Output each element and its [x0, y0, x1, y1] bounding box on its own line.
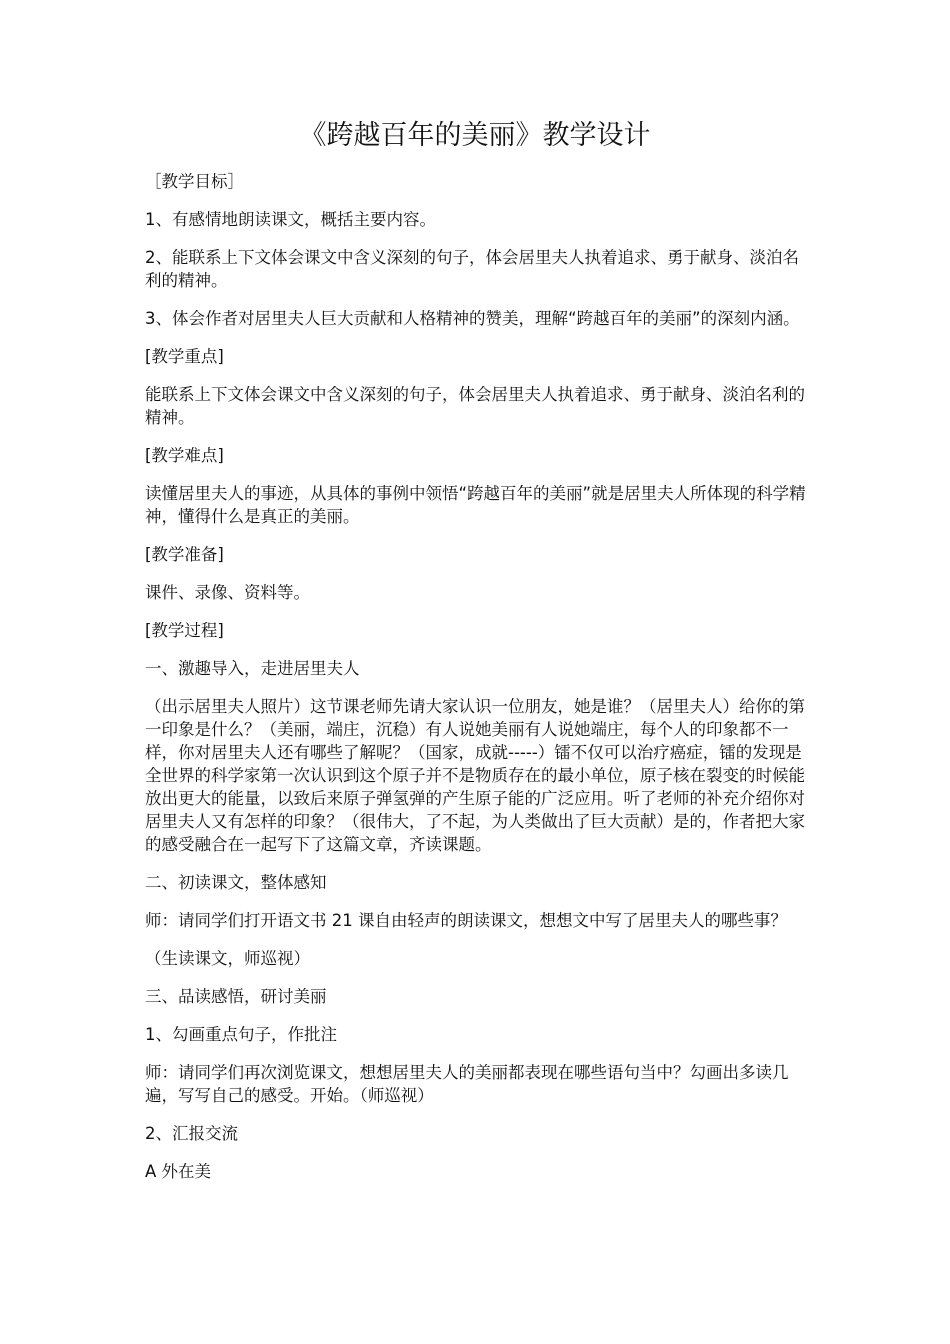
- document-title: 《跨越百年的美丽》教学设计: [299, 120, 651, 151]
- section-heading-objectives: ［教学目标］: [145, 172, 244, 191]
- process-step-3-sub-1-text: 师：请同学们再次浏览课文，想想居里夫人的美丽都表现在哪些语句当中？勾画出多读几遍，写写自己的感受。开始。（师巡视）: [145, 1063, 789, 1105]
- process-step-3-sub-2: 2、汇报交流: [145, 1124, 238, 1143]
- section-heading-difficulties: [教学难点]: [145, 446, 224, 465]
- difficulties-text: 读懂居里夫人的事迹，从具体的事例中领悟“跨越百年的美丽”就是居里夫人所体现的科学精神，懂得什么是真正的美丽。: [145, 484, 806, 526]
- process-step-1-text: （出示居里夫人照片）这节课老师先请大家认识一位朋友，她是谁？（居里夫人）给你的第一印象是什么？（美丽，端庄，沉稳）有人说她美丽有人说她端庄，每个人的印象都不一样，你对居里夫人还有哪些了解呢？（国家，成就-----）镭不仅可以治疗癌症，镭的发现是全世界的科学家第一次认识到这个原子并不是物质存在的最小单位，原子核在裂变的时候能放出更大的能量，以致后来原子弹氢弹的产生原子能的广泛应用。听了老师的补充介绍你对居里夫人又有怎样的印象？（很伟大，了不起，为人类做出了巨大贡献）是的，作者把大家的感受融合在一起写下了这篇文章，齐读课题。: [145, 697, 805, 854]
- document-body: [145, 170, 810, 1198]
- process-step-3-sub-1: 1、勾画重点句子，作批注: [145, 1025, 337, 1044]
- section-heading-preparation: [教学准备]: [145, 545, 224, 564]
- process-step-2-heading: 二、初读课文，整体感知: [145, 873, 327, 892]
- section-heading-key-points: [教学重点]: [145, 347, 224, 366]
- process-step-2-text: 师：请同学们打开语文书 21 课自由轻声的朗读课文，想想文中写了居里夫人的哪些事？: [145, 911, 787, 930]
- process-step-2-note: （生读课文，师巡视）: [145, 949, 310, 968]
- objective-1: 1、有感情地朗读课文，概括主要内容。: [145, 210, 436, 229]
- objective-3: 3、体会作者对居里夫人巨大贡献和人格精神的赞美，理解“跨越百年的美丽”的深刻内涵。: [145, 309, 800, 328]
- key-points-text: 能联系上下文体会课文中含义深刻的句子，体会居里夫人执着追求、勇于献身、淡泊名利的精神。: [145, 385, 805, 427]
- process-step-1-heading: 一、激趣导入，走进居里夫人: [145, 659, 360, 678]
- process-step-3-heading: 三、品读感悟，研讨美丽: [145, 987, 327, 1006]
- objective-2: 2、能联系上下文体会课文中含义深刻的句子，体会居里夫人执着追求、勇于献身、淡泊名利的精神。: [145, 248, 799, 290]
- section-heading-process: [教学过程]: [145, 621, 224, 640]
- preparation-text: 课件、录像、资料等。: [145, 583, 310, 602]
- process-step-3-sub-2-a: A 外在美: [145, 1162, 212, 1181]
